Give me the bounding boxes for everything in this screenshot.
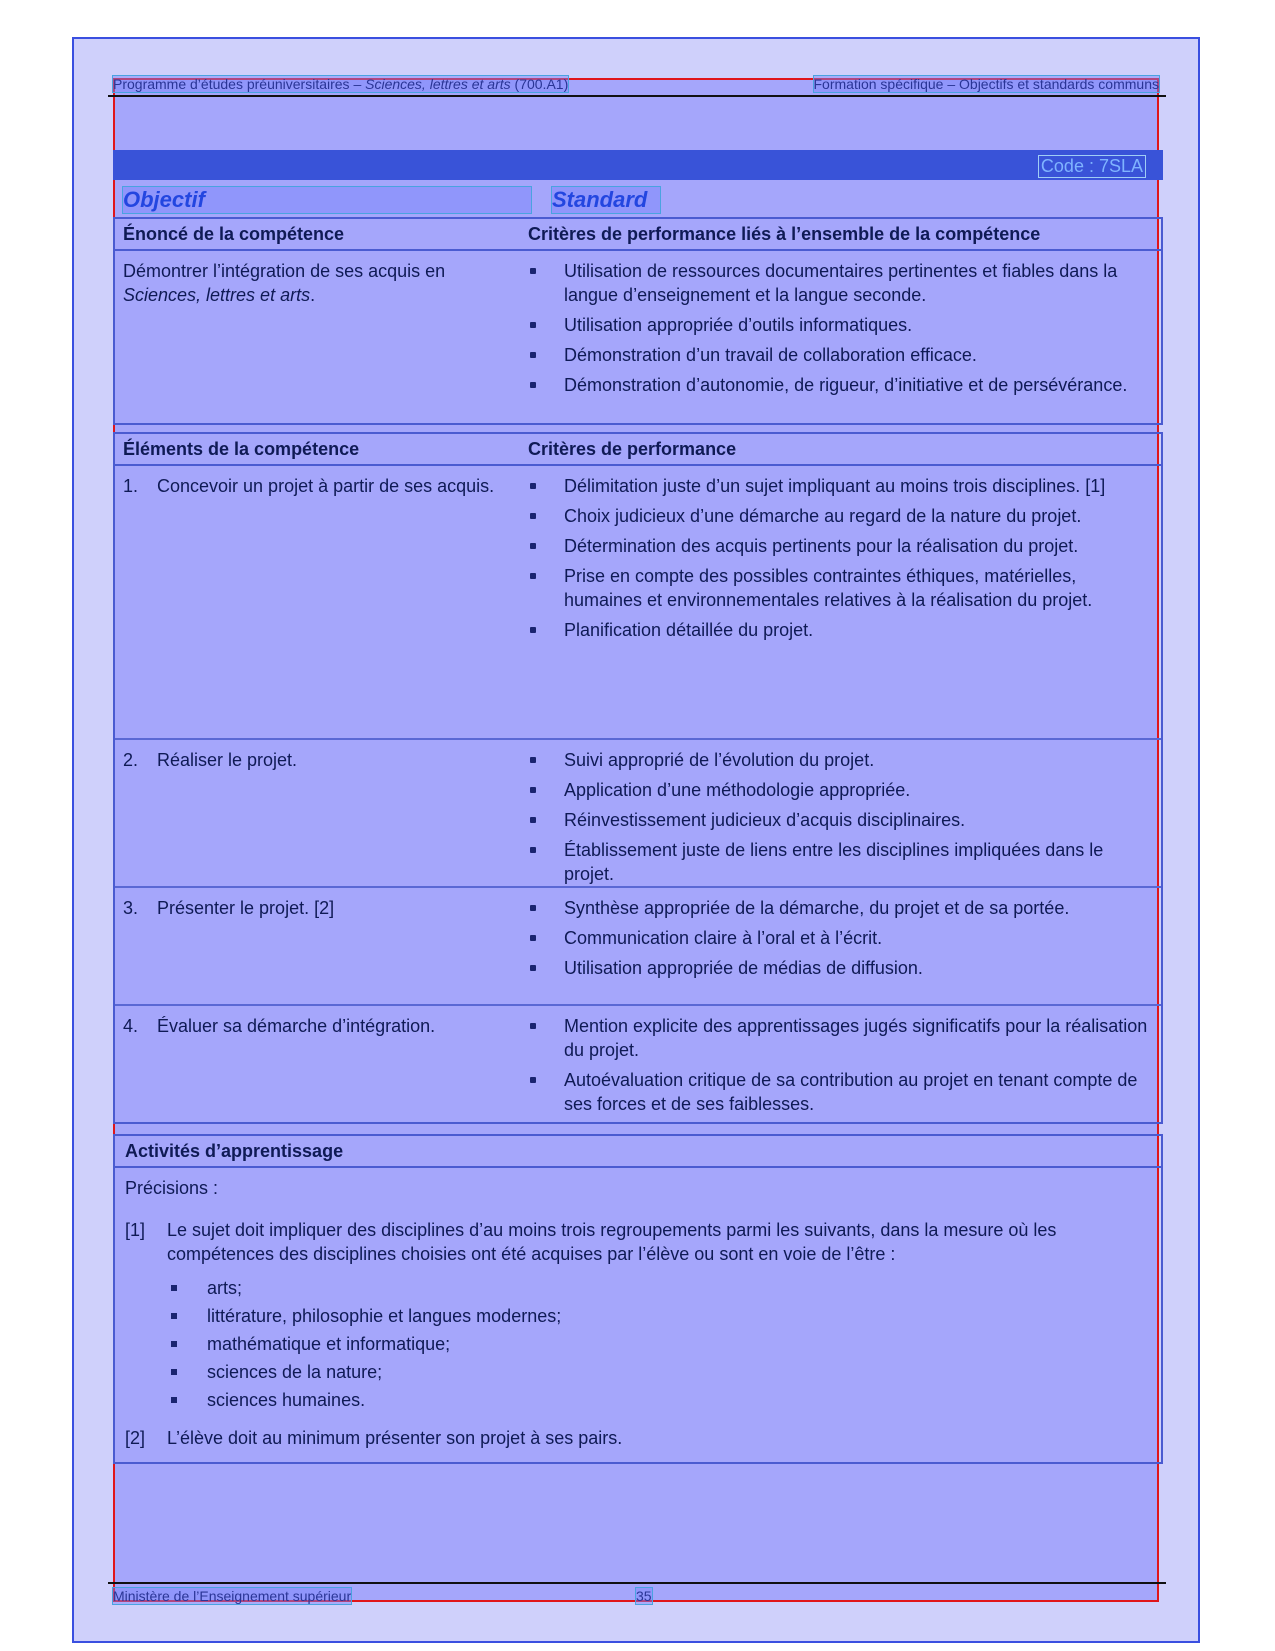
statement-right-title: Critères de performance liés à l’ensemble de la compétence [528,224,1041,244]
group-item: sciences humaines. [167,1388,1067,1412]
activities-section [113,1134,1163,1464]
precisions-label: Précisions : [125,1178,219,1198]
activities-title: Activités d’apprentissage [125,1141,344,1161]
objectif-heading: Objectif [123,187,531,213]
statement-text-part: Démontrer l’intégration de ses acquis en [123,261,446,281]
criterion-item: Suivi approprié de l’évolution du projet. [528,748,1148,772]
element-2 [123,748,521,772]
statement-text-end: . [310,285,316,305]
criterion-item: Mention explicite des apprentissages jugés significatifs pour la réalisation du projet. [528,1014,1148,1062]
note-1 [125,1218,1145,1266]
page-number: 35 [636,1588,652,1604]
elements-right-title: Critères de performance [528,439,737,459]
code-label: Code : 7SLA [1040,156,1143,176]
criterion-item: Utilisation appropriée d’outils informatiques. [528,313,1148,337]
note-1-text: Le sujet doit impliquer des disciplines d’au moins trois regroupements parmi les suivants, dans la mesure où les compétences des disciplines choisies ont été acquises par l’élève ou sont en voie de l’être : [167,1220,1057,1264]
element-number: 3. [123,898,139,918]
group-item: littérature, philosophie et langues modernes; [167,1304,1067,1328]
element-text: Présenter le projet. [2] [157,898,335,918]
row-divider [115,886,1161,888]
elements-left-title: Éléments de la compétence [123,439,360,459]
element-text: Réaliser le projet. [157,750,298,770]
group-item: mathématique et informatique; [167,1332,1067,1356]
criterion-item: Synthèse appropriée de la démarche, du projet et de sa portée. [528,896,1148,920]
criterion-item: Autoévaluation critique de sa contribution au projet en tenant compte de ses forces et de ses faiblesses. [528,1068,1148,1116]
elements-section [113,432,1163,1124]
element-4-criteria [528,1014,1148,1122]
statement-text-italic: Sciences, lettres et arts [123,285,311,305]
element-text: Concevoir un projet à partir de ses acquis. [157,476,495,496]
header-rule [108,95,1166,97]
footer-rule [108,1582,1166,1584]
element-1 [123,474,521,498]
element-text: Évaluer sa démarche d’intégration. [157,1016,436,1036]
header-program-code: (700.A1) [510,76,569,92]
criterion-item: Utilisation appropriée de médias de diffusion. [528,956,1148,980]
element-number: 2. [123,750,139,770]
criterion-item: Communication claire à l’oral et à l’écrit. [528,926,1148,950]
note-2-label: [2] [125,1428,146,1448]
element-3 [123,896,521,920]
group-item: sciences de la nature; [167,1360,1067,1384]
running-header-right: Formation spécifique – Objectifs et standards communs [813,76,1159,92]
note-2 [125,1426,1145,1450]
element-number: 4. [123,1016,139,1036]
statement-section [113,217,1163,425]
running-header-left [113,76,568,92]
criterion-item: Détermination des acquis pertinents pour la réalisation du projet. [528,534,1148,558]
criterion-item: Application d’une méthodologie appropriée. [528,778,1148,802]
criterion-item: Utilisation de ressources documentaires pertinentes et fiables dans la langue d’enseignement et la langue seconde. [528,259,1148,307]
criterion-item: Réinvestissement judicieux d’acquis disciplinaires. [528,808,1148,832]
criterion-item: Délimitation juste d’un sujet impliquant au moins trois disciplines. [1] [528,474,1148,498]
note-2-text: L’élève doit au minimum présenter son projet à ses pairs. [167,1428,623,1448]
group-item: arts; [167,1276,1067,1300]
element-3-criteria [528,896,1148,986]
statement-left-title: Énoncé de la compétence [123,224,345,244]
footer-ministry: Ministère de l’Enseignement supérieur [113,1588,352,1604]
element-1-criteria [528,474,1148,648]
elements-header [115,434,1161,466]
code-bar [113,150,1163,180]
criterion-item: Démonstration d’un travail de collaboration efficace. [528,343,1148,367]
criterion-item: Choix judicieux d’une démarche au regard de la nature du projet. [528,504,1148,528]
statement-text [123,259,521,307]
statement-header [115,219,1161,251]
standard-heading: Standard [552,187,660,213]
note-1-label: [1] [125,1220,146,1240]
row-divider [115,738,1161,740]
groups-list [167,1276,1067,1416]
element-number: 1. [123,476,139,496]
criterion-item: Planification détaillée du projet. [528,618,1148,642]
criterion-item: Établissement juste de liens entre les disciplines impliquées dans le projet. [528,838,1148,886]
criterion-item: Prise en compte des possibles contraintes éthiques, matérielles, humaines et environnementales relatives à la réalisation du projet. [528,564,1148,612]
element-4 [123,1014,521,1038]
row-divider [115,1004,1161,1006]
criterion-item: Démonstration d’autonomie, de rigueur, d’initiative et de persévérance. [528,373,1148,397]
element-2-criteria [528,748,1148,892]
activities-header [115,1136,1161,1168]
header-program-italic: Sciences, lettres et arts [365,76,511,92]
statement-criteria [528,259,1148,403]
header-program: Programme d’études préuniversitaires – [113,76,366,92]
